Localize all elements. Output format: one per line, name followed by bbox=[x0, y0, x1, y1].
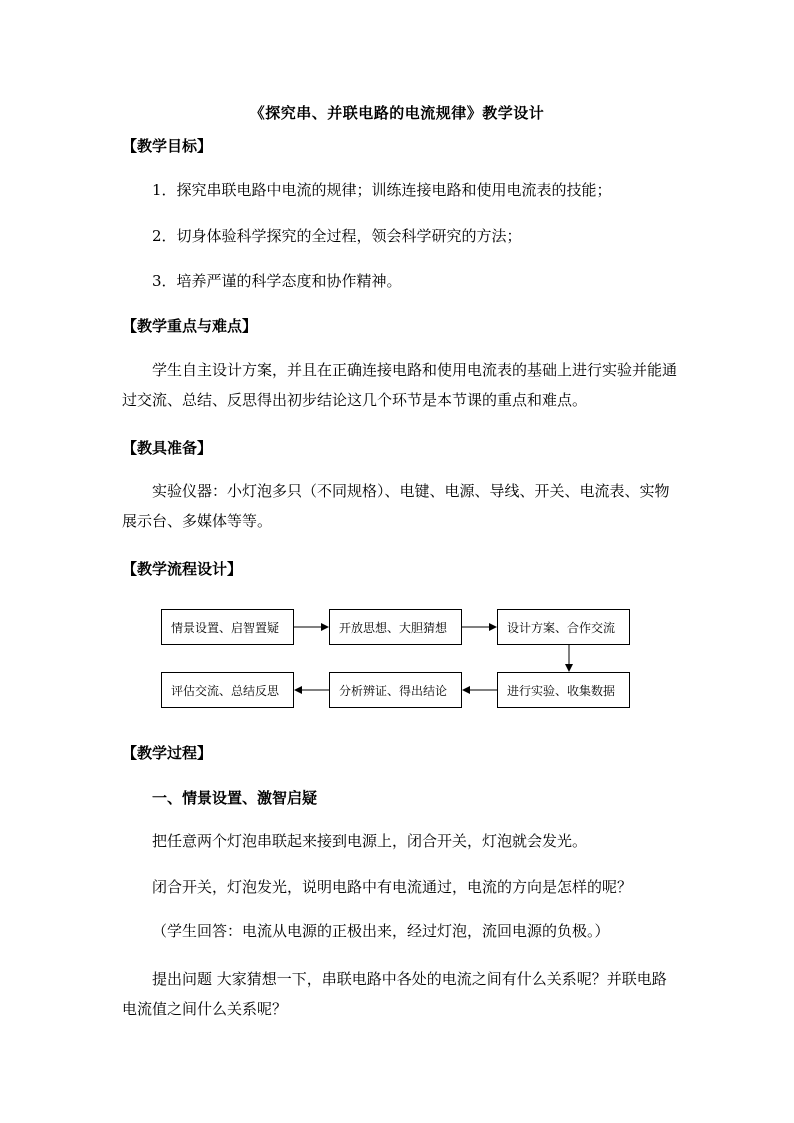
process-paragraph-3: （学生回答：电流从电源的正极出来，经过灯泡，流回电源的负极。） bbox=[152, 922, 610, 940]
equipment-paragraph: 实验仪器：小灯泡多只（不同规格）、电键、电源、导线、开关、电流表、实物展示台、多媒体等等。 bbox=[122, 482, 670, 530]
process-paragraph-2: 闭合开关，灯泡发光，说明电路中有电流通过，电流的方向是怎样的呢？ bbox=[152, 878, 633, 896]
process-paragraph-4: 提出问题 大家猜想一下，串联电路中各处的电流之间有什么关系呢？并联电路电流值之间什么关系呢？ bbox=[122, 970, 667, 1018]
process-paragraph-1: 把任意两个灯泡串联起来接到电源上，闭合开关，灯泡就会发光。 bbox=[152, 832, 588, 850]
key-points-paragraph: 学生自主设计方案，并且在正确连接电路和使用电流表的基础上进行实验并能通过交流、总结、反思得出初步结论这几个环节是本节课的重点和难点。 bbox=[122, 361, 678, 409]
heading-flow: 【教学流程设计】 bbox=[122, 560, 243, 578]
heading-key-points: 【教学重点与难点】 bbox=[122, 317, 258, 335]
objective-item-3: 3．培养严谨的科学态度和协作精神。 bbox=[152, 272, 402, 290]
objective-item-1: 1．探究串联电路中电流的规律；训练连接电路和使用电流表的技能； bbox=[152, 181, 612, 199]
flow-step-1: 情景设置、启智置疑 bbox=[161, 609, 294, 645]
heading-process: 【教学过程】 bbox=[122, 744, 213, 762]
flow-step-4: 进行实验、收集数据 bbox=[497, 672, 630, 708]
flow-step-3: 设计方案、合作交流 bbox=[497, 609, 630, 645]
process-subheading: 一、情景设置、激智启疑 bbox=[152, 789, 318, 807]
document-title: 《探究串、并联电路的电流规律》教学设计 bbox=[249, 104, 545, 122]
flow-step-5: 分析辨证、得出结论 bbox=[329, 672, 462, 708]
heading-objectives: 【教学目标】 bbox=[122, 137, 213, 155]
flow-step-6: 评估交流、总结反思 bbox=[161, 672, 294, 708]
heading-equipment: 【教具准备】 bbox=[122, 439, 213, 457]
objective-item-2: 2．切身体验科学探究的全过程，领会科学研究的方法； bbox=[152, 227, 522, 245]
flow-step-2: 开放思想、大胆猜想 bbox=[329, 609, 462, 645]
